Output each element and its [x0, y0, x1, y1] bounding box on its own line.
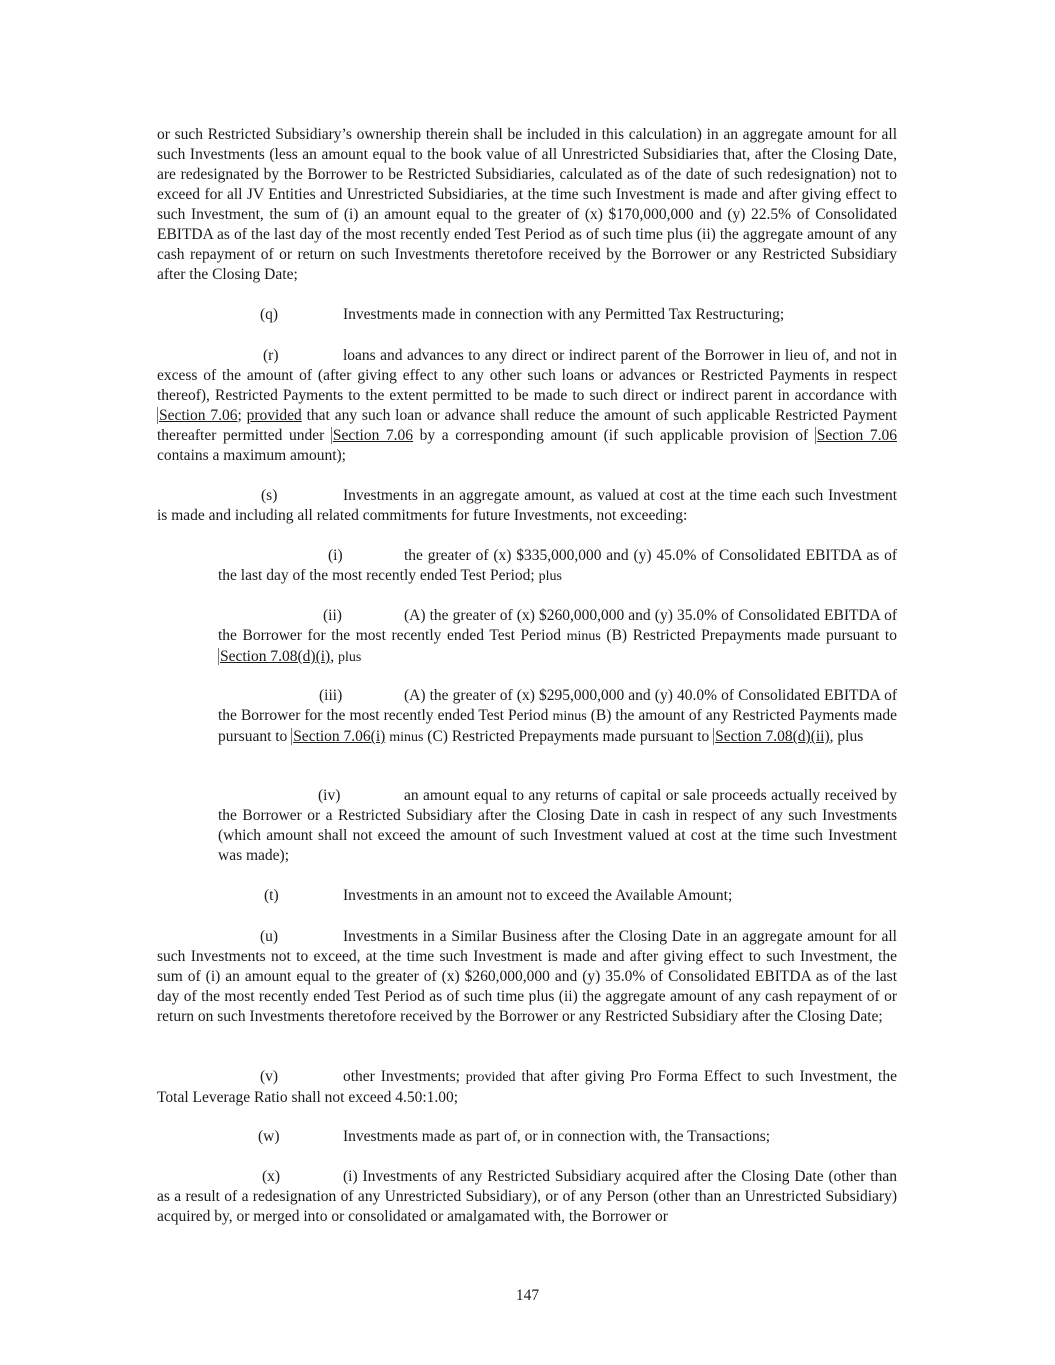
- clause-w: [157, 1127, 897, 1147]
- clause-s-i: [218, 546, 897, 587]
- section-reference-link[interactable]: Section 7.06(i): [293, 728, 386, 745]
- clause-u: [157, 927, 897, 1027]
- section-reference-link[interactable]: Section 7.06: [332, 427, 414, 444]
- clause-v: [157, 1067, 897, 1108]
- paragraph-text: or such Restricted Subsidiary’s ownership therein shall be included in this calculation) in an aggregate amount for all such Investments (less an amount equal to the book value of all Unrestricted Subsidiaries that, after the Closing Date, are redesignated by the Borrower to be Restricted Subsidiaries, calculated as of the date of such redesignation) not to exceed for all JV Entities and Unrestricted Subsidiaries, at the time such Investment is made and after giving effect to such Investment, the sum of (i) an amount equal to the greater of (x) $170,000,000 and (y) 22.5% of Consolidated EBITDA as of the last day of the most recently ended Test Period as of such time plus (ii) the aggregate amount of any cash repayment of or return on such Investments theretofore received by the Borrower or any Restricted Subsidiary after the Closing Date;: [157, 126, 897, 283]
- clause-label: (r): [263, 347, 279, 364]
- clause-text: loans and advances to any direct or indirect parent of the Borrower in lieu of, and not in excess of the amount of (after giving effect to any other such loans or advances or Restricted Payments in respect thereof), Restricted Payments to the extent permitted to be made to such direct or indirect parent in accordance with: [157, 347, 897, 404]
- clause-text: an amount equal to any returns of capital or sale proceeds actually received by the Borrower or a Restricted Subsidiary after the Closing Date in cash in respect of any such Investments (which amount shall not exceed the amount of such Investment valued at cost at the time such Investment was made);: [218, 787, 897, 864]
- section-reference-link[interactable]: Section 7.06: [816, 427, 897, 444]
- clause-label: (q): [260, 306, 279, 323]
- clause-label: (w): [258, 1128, 280, 1145]
- section-reference-link[interactable]: Section 7.06: [159, 407, 238, 424]
- clause-label: (ii): [323, 607, 342, 624]
- clause-label: (x): [262, 1168, 281, 1185]
- clause-text: ;: [237, 407, 247, 424]
- plus-term: plus: [337, 650, 362, 665]
- clause-text: ,: [330, 648, 338, 665]
- clause-text: (B) the amount of any Restricted Payments made pursuant to: [218, 707, 897, 745]
- clause-label: (s): [261, 487, 278, 504]
- clause-text: other Investments;: [343, 1068, 466, 1085]
- clause-text: Investments in an aggregate amount, as valued at cost at the time each such Investment is made and including all related commitments for future Investments, not exceeding:: [157, 487, 897, 524]
- clause-s-iii: [218, 686, 897, 748]
- clause-s-ii: [218, 606, 897, 668]
- clause-text: by a corresponding amount (if such applicable provision of: [413, 427, 815, 444]
- clause-text: Investments in a Similar Business after the Closing Date in an aggregate amount for all such Investments not to exceed, at the time such Investment is made and after giving effect to such Investment, the sum of (i) an amount equal to the greater of (x) $260,000,000 and (y) 35.0% of Consolidated EBITDA as of the last day of the most recently ended Test Period as of such time plus (ii) the aggregate amount of any cash repayment of or return on such Investments theretofore received by the Borrower or any Restricted Subsidiary after the Closing Date;: [157, 928, 897, 1025]
- clause-text: that after giving Pro Forma Effect to such Investment, the Total Leverage Ratio shall not exceed 4.50:1.00;: [157, 1068, 897, 1106]
- page-number: 147: [515, 1287, 540, 1304]
- minus-term: minus: [566, 629, 601, 644]
- clause-label: (t): [264, 887, 279, 904]
- clause-label: (i): [328, 547, 343, 564]
- clause-r: [157, 346, 897, 466]
- clause-text: , plus: [829, 728, 864, 745]
- paragraph-intro: [157, 125, 897, 285]
- plus-term: plus: [538, 569, 562, 584]
- clause-text: Investments in an amount not to exceed the Available Amount;: [343, 887, 733, 904]
- clause-text: the greater of (x) $335,000,000 and (y) 45.0% of Consolidated EBITDA as of the last day of the most recently ended Test Period;: [218, 547, 897, 584]
- clause-text: Investments made in connection with any Permitted Tax Restructuring;: [343, 306, 785, 323]
- minus-term: minus: [389, 730, 424, 745]
- clause-text: Investments made as part of, or in connection with, the Transactions;: [343, 1128, 771, 1145]
- clause-q: [157, 305, 897, 325]
- clause-label: (iii): [319, 687, 343, 704]
- minus-term: minus: [552, 709, 587, 724]
- clause-text: that any such loan or advance shall reduce the amount of such applicable Restricted Payment thereafter permitted under: [157, 407, 897, 444]
- clause-x: [157, 1167, 897, 1227]
- clause-label: (v): [260, 1068, 279, 1085]
- clause-t: [157, 886, 897, 906]
- clause-label: (iv): [318, 787, 341, 804]
- clause-text: (B) Restricted Prepayments made pursuant to: [600, 627, 897, 644]
- clause-text: (i) Investments of any Restricted Subsidiary acquired after the Closing Date (other than as a result of a redesignation of any Unrestricted Subsidiary), or of any Person (other than an Unrestricted Subsidiary) acquired by, or merged into or consolidated or amalgamated with, the Borrower or: [157, 1168, 897, 1225]
- provided-term: provided: [465, 1070, 516, 1085]
- clause-text: (A) the greater of (x) $295,000,000 and (y) 40.0% of Consolidated EBITDA of the Borrower for the most recently ended Test Period: [218, 687, 897, 724]
- section-reference-link[interactable]: Section 7.08(d)(i): [220, 648, 331, 665]
- clause-text: contains a maximum amount);: [157, 447, 346, 464]
- clause-s-iv: [218, 786, 897, 866]
- section-reference-link[interactable]: Section 7.08(d)(ii): [715, 728, 830, 745]
- clause-text: (A) the greater of (x) $260,000,000 and (y) 35.0% of Consolidated EBITDA of the Borrower for the most recently ended Test Period: [218, 607, 897, 644]
- provided-term: provided: [246, 407, 302, 424]
- clause-s: [157, 486, 897, 526]
- clause-label: (u): [260, 928, 279, 945]
- clause-text: (C) Restricted Prepayments made pursuant to: [423, 728, 714, 745]
